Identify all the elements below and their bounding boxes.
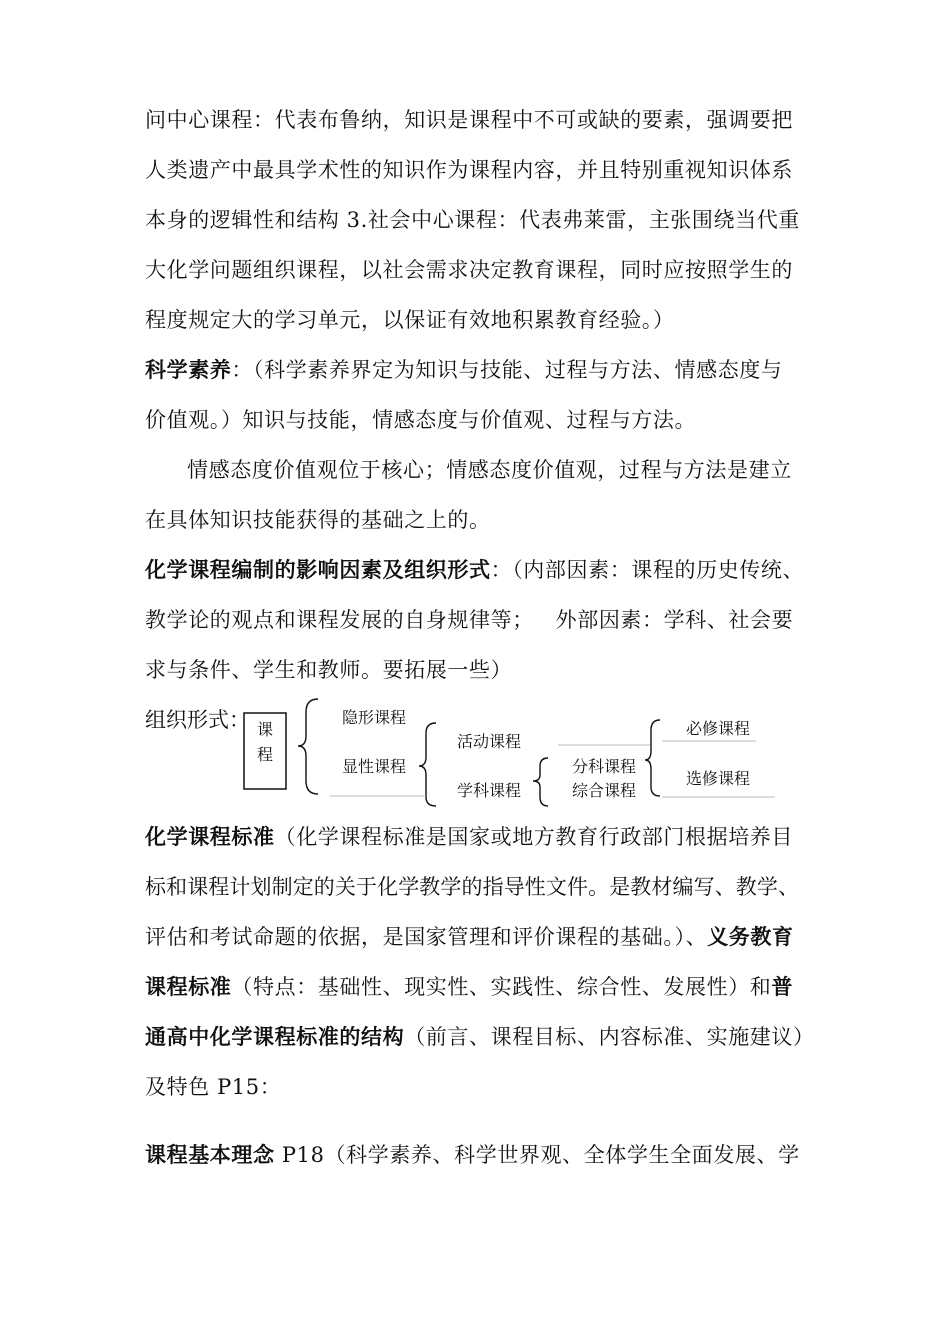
term-concepts: 课程基本理念 [145, 1142, 275, 1167]
text-line [145, 922, 794, 952]
node-activity: 活动课程 [457, 732, 522, 751]
text-fragment: （特点：基础性、现实性、实践性、综合性、发展性）和 [231, 975, 772, 999]
text-line: 本身的逻辑性和结构 3.社会中心课程：代表弗莱雷，主张围绕当代重 [145, 208, 800, 232]
node-separate: 分科课程 [572, 757, 637, 776]
node-integrated: 综合课程 [572, 781, 637, 800]
node-required: 必修课程 [686, 719, 751, 738]
text-line: 标和课程计划制定的关于化学教学的指导性文件。是教材编写、教学、 [145, 875, 800, 899]
text-line: 价值观。）知识与技能，情感态度与价值观、过程与方法。 [145, 408, 697, 432]
text-line: 情感态度价值观位于核心；情感态度价值观，过程与方法是建立 [187, 458, 792, 482]
text-fragment: （前言、课程目标、内容标准、实施建议） [404, 1025, 815, 1049]
node-hidden: 隐形课程 [342, 708, 407, 727]
text-line: 教学论的观点和课程发展的自身规律等； 外部因素：学科、社会要 [145, 608, 794, 632]
term-standard: 课程标准 [145, 974, 232, 999]
term-science-literacy: 科学素养 [145, 357, 232, 382]
text-fragment: P18（科学素养、科学世界观、全体学生全面发展、学 [274, 1143, 800, 1167]
term-standards: 化学课程标准 [145, 824, 275, 849]
node-elective: 选修课程 [686, 769, 751, 788]
text-line: 求与条件、学生和教师。要拓展一些） [145, 658, 513, 682]
term-compulsory: 义务教育 [707, 924, 794, 949]
brace-level3 [533, 758, 548, 806]
diagram-lead-label: 组织形式： [145, 708, 250, 732]
text-line [145, 822, 793, 852]
term-general-start: 普 [771, 974, 794, 999]
term-structure: 通高中化学课程标准的结构 [145, 1024, 405, 1049]
text-fragment: （化学课程标准是国家或地方教育行政部门根据培养目 [274, 825, 794, 849]
node-subject: 学科课程 [457, 781, 522, 800]
text-fragment: 评估和考试命题的依据，是国家管理和评价课程的基础。）、 [145, 925, 708, 949]
brace-level4 [645, 720, 660, 796]
term-factors: 化学课程编制的影响因素及组织形式 [145, 557, 491, 582]
text-line: 在具体知识技能获得的基础之上的。 [145, 508, 491, 532]
root-label-bottom: 程 [257, 745, 274, 764]
text-line [145, 972, 793, 1002]
root-label-top: 课 [257, 720, 274, 739]
node-explicit: 显性课程 [342, 757, 407, 776]
text-line: 人类遗产中最具学术性的知识作为课程内容，并且特别重视知识体系 [145, 158, 793, 182]
text-fragment: ：（内部因素：课程的历史传统、 [490, 558, 805, 582]
text-line: 问中心课程：代表布鲁纳，知识是课程中不可或缺的要素，强调要把 [145, 108, 793, 132]
brace-level1 [298, 699, 318, 794]
text-line [145, 1022, 815, 1052]
text-line [145, 1140, 800, 1170]
text-line: 程度规定大的学习单元，以保证有效地积累教育经验。） [145, 308, 675, 332]
text-line: 大化学问题组织课程，以社会需求决定教育课程，同时应按照学生的 [145, 258, 793, 282]
text-line: 及特色 P15： [145, 1075, 282, 1099]
brace-level2 [419, 723, 436, 806]
text-fragment: ：（科学素养界定为知识与技能、过程与方法、情感态度与 [231, 358, 783, 382]
